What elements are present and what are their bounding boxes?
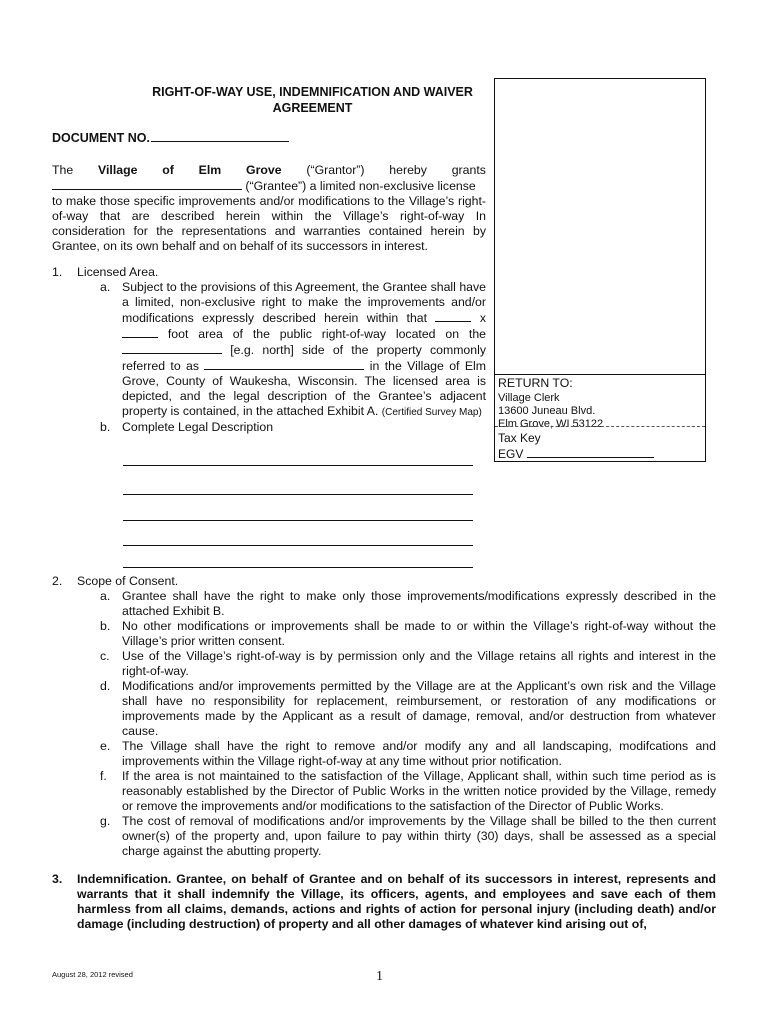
item-label: a.: [100, 589, 111, 603]
width-blank[interactable]: [435, 310, 471, 322]
box-divider: [495, 426, 705, 427]
item-text: Modifications and/or improvements permitted by the Village are at the Applicant’s own risk and the Village shall have no responsibility for replacement, reimbursement, or restoration of any modifications or improvements made by the Applicant as a result of damage, removal, and/or destruction from whatever cause.: [122, 679, 716, 738]
intro-word: The: [52, 163, 74, 177]
document-number-blank[interactable]: [151, 130, 289, 142]
title-line-1: RIGHT-OF-WAY USE, INDEMNIFICATION AND WAIVER: [152, 85, 473, 99]
tax-key-label: Tax Key: [498, 431, 541, 445]
item-text: No other modifications or improvements shall be made to or within the Village’s right-of-way without the Village’s prior written consent.: [122, 619, 716, 648]
section-heading: Scope of Consent.: [77, 574, 179, 588]
section-heading: Licensed Area.: [77, 265, 159, 279]
item-label: b.: [100, 420, 111, 434]
tax-key-blank[interactable]: [527, 446, 654, 458]
item-label: b.: [100, 619, 111, 633]
scope-item: [52, 619, 716, 649]
scope-item: [52, 814, 716, 859]
section-number: 3.: [52, 872, 63, 886]
grantee-name-blank[interactable]: [52, 178, 242, 190]
section-licensed-area: [52, 265, 486, 435]
scope-item: [52, 589, 716, 619]
legal-description-line[interactable]: [123, 465, 473, 466]
item-note: (Certified Survey Map): [381, 407, 482, 418]
return-address-line: 13600 Juneau Blvd.: [498, 405, 596, 417]
return-address-line: Village Clerk: [498, 392, 560, 404]
item-label: d.: [100, 679, 111, 693]
tax-key-field: [498, 446, 654, 461]
section-text: Indemnification. Grantee, on behalf of Grantee and on behalf of its successors in interest, represents and warrants that it shall indemnify the Village, its officers, agents, and employees and save each of them harmless from all claims, demands, actions and rights of action for personal injury (including death) and/or damage (including destruction) of property and all other damages of whatever kind arising out of,: [77, 872, 716, 931]
intro-paragraph: [52, 163, 486, 254]
section-2-heading: [52, 574, 716, 589]
egv-label: EGV: [498, 447, 527, 461]
scope-item: [52, 679, 716, 739]
item-text: Use of the Village’s right-of-way is by permission only and the Village retains all rights and interest in the right-of-way.: [122, 649, 716, 678]
item-label: e.: [100, 739, 111, 753]
document-title: [130, 84, 495, 116]
box-divider: [495, 374, 705, 375]
length-blank[interactable]: [122, 326, 158, 338]
item-text: Subject to the provisions of this Agreement, the Grantee shall have a limited, non-exclusive right to make the improvements and/or modifications expressly described herein within that: [122, 280, 486, 325]
section-scope-of-consent: [52, 574, 716, 859]
scope-item: [52, 739, 716, 769]
section-1-heading: [52, 265, 486, 280]
section-number: 2.: [52, 574, 63, 588]
item-text: If the area is not maintained to the satisfaction of the Village, Applicant shall, within such time period as is reasonably established by the Director of Public Works in the written notice provided by the Village, remedy or remove the improvements and/or modifications to the satisfaction of the Director of Public Works.: [122, 769, 716, 813]
intro-line-2-text: (“Grantee”) a limited non-exclusive license: [242, 179, 476, 193]
item-text: x: [471, 311, 486, 325]
intro-line-2: [52, 178, 486, 194]
document-number-label: DOCUMENT NO.: [52, 131, 150, 145]
intro-word: of: [162, 163, 174, 177]
intro-word: Elm: [198, 163, 222, 177]
section-indemnification: [52, 872, 716, 932]
legal-description-line[interactable]: [123, 494, 473, 495]
return-address-line: Elm Grove, WI 53122: [498, 418, 604, 430]
intro-word: (“Grantor”): [306, 163, 365, 177]
legal-description-line[interactable]: [123, 545, 473, 546]
item-text: [e.g. north] side of the property commonly referred to as: [122, 343, 486, 373]
item-label: f.: [100, 769, 107, 783]
legal-description-line[interactable]: [123, 567, 473, 568]
item-label: g.: [100, 814, 111, 828]
scope-item: [52, 769, 716, 814]
intro-line-1: [52, 163, 486, 178]
intro-word: hereby: [389, 163, 427, 177]
item-text: in the Village of Elm Grove, County of Waukesha, Wisconsin. The licensed area is depicted, and the legal description of the Grantee’s adjacent property is contained, in the attached Exhibit A.: [122, 359, 487, 418]
item-text: Grantee shall have the right to make only those improvements/modifications expressly described in the attached Exhibit B.: [122, 589, 716, 618]
recording-box: [494, 78, 706, 462]
scope-item: [52, 649, 716, 679]
intro-word: Village: [98, 163, 138, 177]
revision-note: August 28, 2012 revised: [52, 970, 133, 979]
section-number: 1.: [52, 265, 63, 279]
title-line-2: AGREEMENT: [272, 101, 353, 115]
item-text: The Village shall have the right to remove and/or modify any and all landscaping, modifcations and improvements within the Village right-of-way at any time without prior notification.: [122, 739, 716, 768]
document-number: [52, 130, 289, 146]
section-1-item-a: [52, 280, 486, 420]
side-blank[interactable]: [122, 342, 222, 354]
page-number: 1: [376, 969, 383, 984]
property-address-blank[interactable]: [204, 358, 364, 370]
intro-word: grants: [451, 163, 486, 177]
item-label: a.: [100, 280, 111, 294]
legal-description-line[interactable]: [123, 520, 473, 521]
intro-word: Grove: [246, 163, 282, 177]
item-label: c.: [100, 649, 110, 663]
intro-rest: to make those specific improvements and/or modifications to the Village’s right-of-way that are described herein within the Village’s right-of-way In consideration for the representations and warranties contained herein by Grantee, on its own behalf and on behalf of its successors in interest.: [52, 194, 486, 253]
item-text: The cost of removal of modifications and/or improvements by the Village shall be billed to the then current owner(s) of the property and, upon failure to pay within thirty (30) days, shall be assessed as a special charge against the abutting property.: [122, 814, 716, 858]
item-text: foot area of the public right-of-way located on the: [158, 327, 486, 341]
section-1-item-b: [52, 420, 486, 435]
return-to-label: RETURN TO:: [498, 376, 573, 390]
item-text: Complete Legal Description: [122, 420, 274, 434]
